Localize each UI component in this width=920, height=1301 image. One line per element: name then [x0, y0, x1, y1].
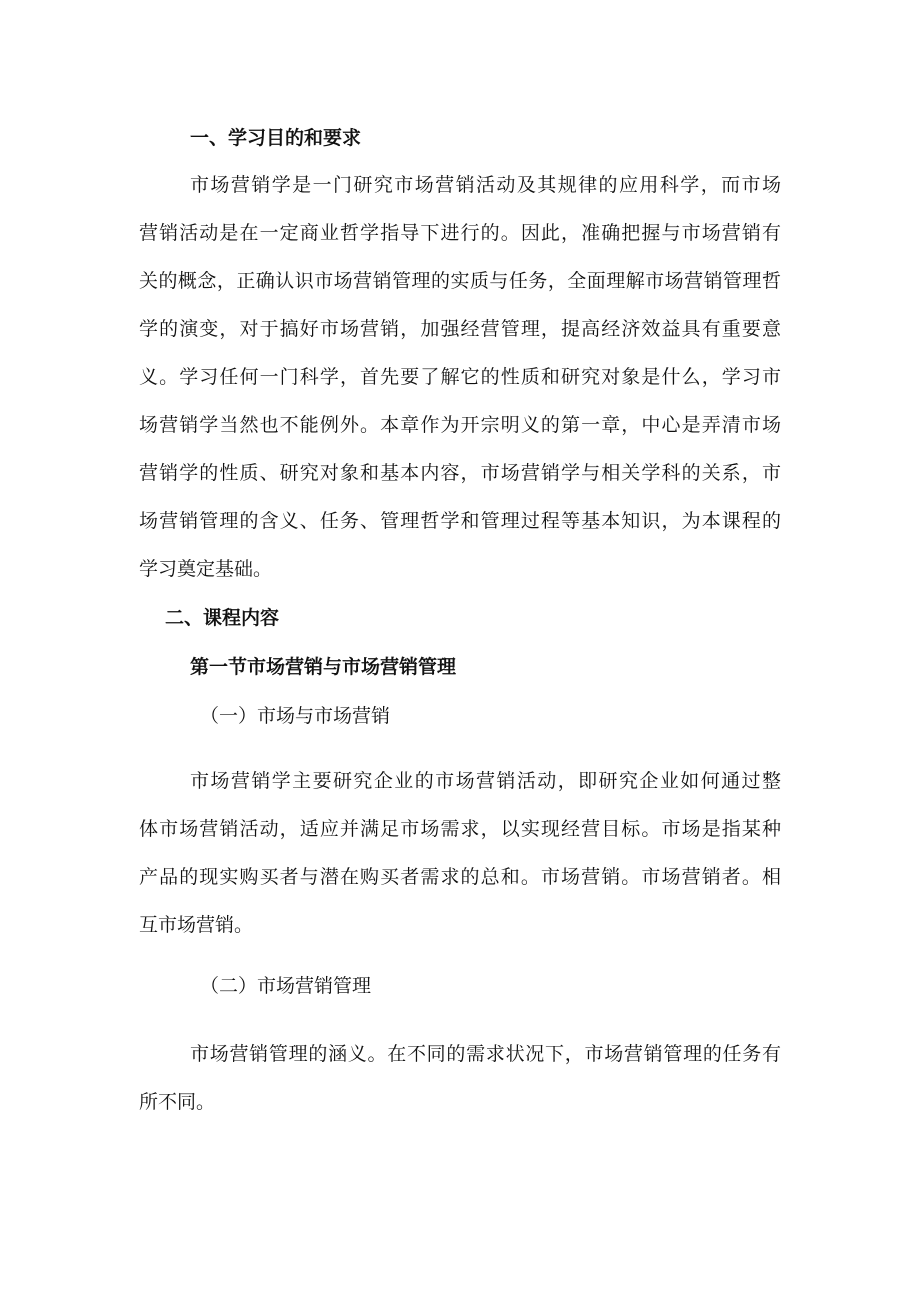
subsection-title-management: （二）市场营销管理 — [200, 975, 372, 997]
paragraph-line: 关的概念，正确认识市场营销管理的实质与任务，全面理解市场营销管理哲 — [139, 270, 781, 292]
paragraph-management — [139, 1030, 781, 1126]
paragraph-line: 场营销管理的含义、任务、管理哲学和管理过程等基本知识，为本课程的 — [139, 510, 781, 532]
section-title: 第一节市场营销与市场营销管理 — [190, 656, 457, 678]
paragraph-line: 互市场营销。 — [139, 914, 254, 936]
paragraph-line: 义。学习任何一门科学，首先要了解它的性质和研究对象是什么，学习市 — [139, 366, 781, 388]
paragraph-line: 产品的现实购买者与潜在购买者需求的总和。市场营销。市场营销者。相 — [139, 866, 781, 888]
heading-learning-objectives: 一、学习目的和要求 — [190, 127, 362, 149]
paragraph-market — [139, 757, 781, 949]
paragraph-line: 市场营销学主要研究企业的市场营销活动，即研究企业如何通过整 — [190, 770, 781, 792]
paragraph-line: 市场营销学是一门研究市场营销活动及其规律的应用科学，而市场 — [190, 174, 781, 196]
paragraph-learning-objectives — [139, 161, 781, 593]
paragraph-line: 所不同。 — [139, 1091, 216, 1113]
paragraph-line: 场营销学当然也不能例外。本章作为开宗明义的第一章，中心是弄清市场 — [139, 414, 781, 436]
paragraph-line: 营销学的性质、研究对象和基本内容，市场营销学与相关学科的关系，市 — [139, 462, 781, 484]
paragraph-line: 学习奠定基础。 — [139, 558, 273, 580]
paragraph-line: 学的演变，对于搞好市场营销，加强经营管理，提高经济效益具有重要意 — [139, 318, 781, 340]
paragraph-line: 市场营销管理的涵义。在不同的需求状况下，市场营销管理的任务有 — [190, 1043, 781, 1065]
paragraph-line: 体市场营销活动，适应并满足市场需求，以实现经营目标。市场是指某种 — [139, 818, 781, 840]
subsection-title-market: （一）市场与市场营销 — [200, 705, 391, 727]
heading-course-content: 二、课程内容 — [165, 607, 280, 629]
paragraph-line: 营销活动是在一定商业哲学指导下进行的。因此，准确把握与市场营销有 — [139, 222, 781, 244]
